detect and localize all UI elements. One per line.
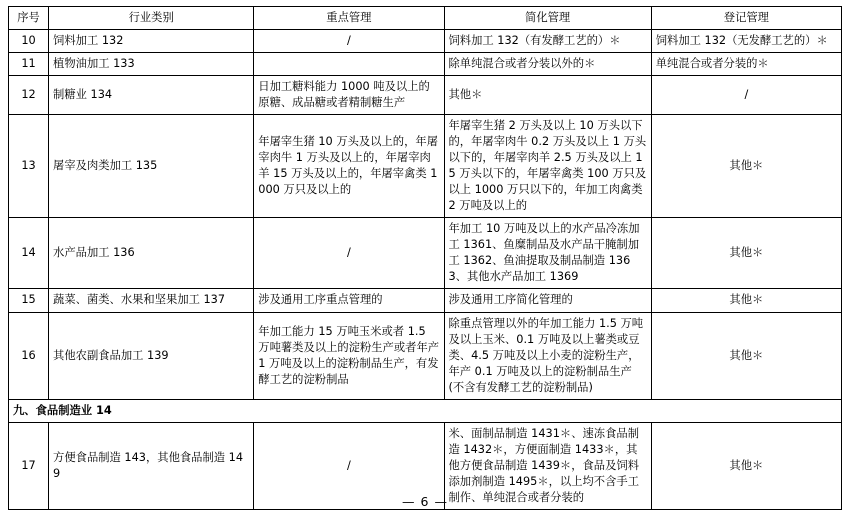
table-row (9, 30, 842, 53)
cell-category: 方便食品制造 143，其他食品制造 149 (49, 422, 254, 509)
table-row (9, 218, 842, 289)
cell-index: 13 (9, 115, 49, 218)
column-header-key-management: 重点管理 (254, 7, 444, 30)
column-header-index: 序号 (9, 7, 49, 30)
cell-index: 12 (9, 76, 49, 115)
cell-simplified-management: 除重点管理以外的年加工能力 1.5 万吨及以上玉米、0.1 万吨及以上薯类或豆类、4.5 万吨及以上小麦的淀粉生产，年产 0.1 万吨及以上的淀粉制品生产(不含有发酵工艺的淀粉制品) (444, 312, 651, 399)
cell-simplified-management: 米、面制品制造 1431＊、速冻食品制造 1432＊，方便面制造 1433＊，其他方便食品制造 1439＊，食品及饲料添加剂制造 1495＊，以上均不含手工制作、单纯混合或者分装的 (444, 422, 651, 509)
cell-registration-management: / (651, 76, 841, 115)
cell-key-management: 年屠宰生猪 10 万头及以上的，年屠宰肉牛 1 万头及以上的，年屠宰肉羊 15 万头及以上的，年屠宰禽类 1000 万只及以上的 (254, 115, 444, 218)
cell-index: 15 (9, 289, 49, 312)
cell-registration-management: 单纯混合或者分装的＊ (651, 53, 841, 76)
section-title: 九、食品制造业 14 (9, 399, 842, 422)
table-header (9, 7, 842, 30)
table-row (9, 115, 842, 218)
table-section-row (9, 399, 842, 422)
cell-category: 制糖业 134 (49, 76, 254, 115)
table-row (9, 53, 842, 76)
column-header-registration-management: 登记管理 (651, 7, 841, 30)
table-body (9, 30, 842, 510)
cell-category: 植物油加工 133 (49, 53, 254, 76)
cell-simplified-management: 年屠宰生猪 2 万头及以上 10 万头以下的，年屠宰肉牛 0.2 万头及以上 1 万头以下的，年屠宰肉羊 2.5 万头及以上 15 万头以下的，年屠宰禽类 100 万只及以上 1000 万只以下的，年加工肉禽类 2 万吨及以上的 (444, 115, 651, 218)
cell-simplified-management: 年加工 10 万吨及以上的水产品冷冻加工 1361、鱼糜制品及水产品干腌制加工 1362、鱼油提取及制品制造 1363、其他水产品加工 1369 (444, 218, 651, 289)
cell-category: 水产品加工 136 (49, 218, 254, 289)
table-row (9, 76, 842, 115)
cell-key-management: 涉及通用工序重点管理的 (254, 289, 444, 312)
table-row (9, 312, 842, 399)
cell-key-management: / (254, 218, 444, 289)
cell-registration-management: 饲料加工 132（无发酵工艺的）＊ (651, 30, 841, 53)
cell-key-management (254, 53, 444, 76)
table-header-row (9, 7, 842, 30)
column-header-simplified-management: 简化管理 (444, 7, 651, 30)
column-header-category: 行业类别 (49, 7, 254, 30)
cell-index: 14 (9, 218, 49, 289)
cell-category: 其他农副食品加工 139 (49, 312, 254, 399)
table-row (9, 289, 842, 312)
cell-registration-management: 其他＊ (651, 218, 841, 289)
cell-index: 16 (9, 312, 49, 399)
cell-simplified-management: 其他＊ (444, 76, 651, 115)
cell-key-management: / (254, 30, 444, 53)
cell-category: 屠宰及肉类加工 135 (49, 115, 254, 218)
cell-index: 17 (9, 422, 49, 509)
cell-category: 饲料加工 132 (49, 30, 254, 53)
cell-index: 11 (9, 53, 49, 76)
cell-registration-management: 其他＊ (651, 312, 841, 399)
cell-category: 蔬菜、菌类、水果和坚果加工 137 (49, 289, 254, 312)
cell-simplified-management: 饲料加工 132（有发酵工艺的）＊ (444, 30, 651, 53)
cell-key-management: 年加工能力 15 万吨玉米或者 1.5 万吨薯类及以上的淀粉生产或者年产 1 万吨及以上的淀粉制品生产，有发酵工艺的淀粉制品 (254, 312, 444, 399)
cell-registration-management: 其他＊ (651, 115, 841, 218)
cell-registration-management: 其他＊ (651, 422, 841, 509)
cell-registration-management: 其他＊ (651, 289, 841, 312)
page-footer: — 6 — (402, 494, 448, 509)
cell-simplified-management: 除单纯混合或者分装以外的＊ (444, 53, 651, 76)
cell-simplified-management: 涉及通用工序简化管理的 (444, 289, 651, 312)
cell-index: 10 (9, 30, 49, 53)
cell-key-management: 日加工糖料能力 1000 吨及以上的原糖、成品糖或者精制糖生产 (254, 76, 444, 115)
cell-key-management: / (254, 422, 444, 509)
industry-category-table (8, 6, 842, 510)
